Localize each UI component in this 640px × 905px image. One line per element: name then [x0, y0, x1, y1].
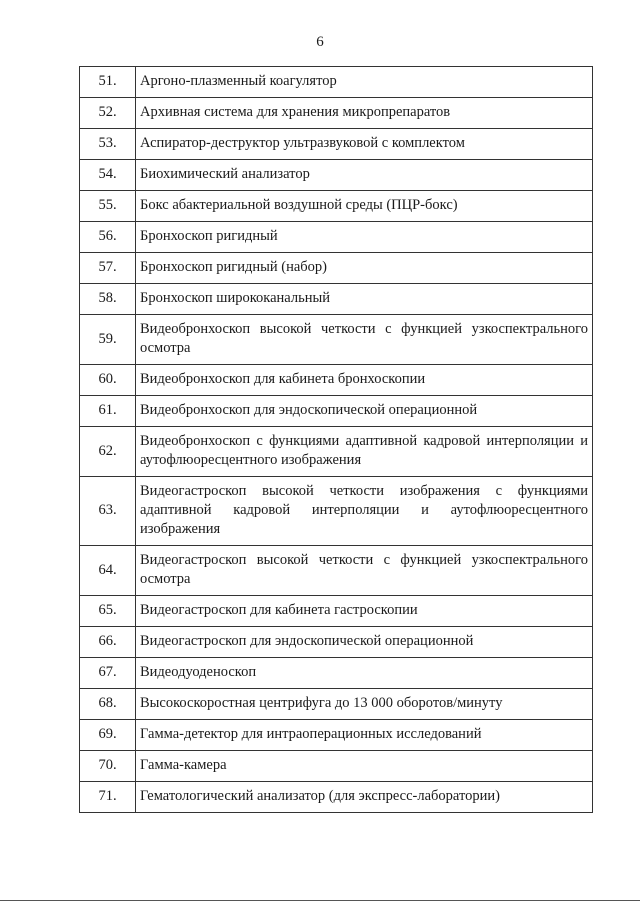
- table-row: [80, 284, 593, 315]
- table-row: [80, 751, 593, 782]
- equipment-name: Биохимический анализатор: [136, 160, 593, 191]
- row-number: 54.: [80, 160, 136, 191]
- equipment-name: Видеогастроскоп для кабинета гастроскопии: [136, 596, 593, 627]
- page-bottom-rule: [0, 900, 640, 901]
- equipment-table-body: [80, 67, 593, 813]
- equipment-name: Бронхоскоп ригидный (набор): [136, 253, 593, 284]
- equipment-name: Видеогастроскоп высокой четкости с функцией узкоспектрального осмотра: [136, 546, 593, 596]
- row-number: 65.: [80, 596, 136, 627]
- row-number: 53.: [80, 129, 136, 160]
- row-number: 62.: [80, 427, 136, 477]
- equipment-name: Архивная система для хранения микропрепаратов: [136, 98, 593, 129]
- equipment-name: Бокс абактериальной воздушной среды (ПЦР-бокс): [136, 191, 593, 222]
- table-row: [80, 160, 593, 191]
- row-number: 71.: [80, 782, 136, 813]
- table-row: [80, 782, 593, 813]
- row-number: 51.: [80, 67, 136, 98]
- row-number: 70.: [80, 751, 136, 782]
- row-number: 55.: [80, 191, 136, 222]
- row-number: 64.: [80, 546, 136, 596]
- equipment-name: Видеобронхоскоп с функциями адаптивной кадровой интерполяции и аутофлюоресцентного изображения: [136, 427, 593, 477]
- row-number: 68.: [80, 689, 136, 720]
- table-row: [80, 658, 593, 689]
- equipment-name: Видеобронхоскоп для эндоскопической операционной: [136, 396, 593, 427]
- row-number: 59.: [80, 315, 136, 365]
- table-row: [80, 596, 593, 627]
- equipment-name: Аспиратор-деструктор ультразвуковой с комплектом: [136, 129, 593, 160]
- equipment-name: Высокоскоростная центрифуга до 13 000 оборотов/минуту: [136, 689, 593, 720]
- table-row: [80, 477, 593, 546]
- table-row: [80, 689, 593, 720]
- table-row: [80, 546, 593, 596]
- row-number: 61.: [80, 396, 136, 427]
- table-row: [80, 129, 593, 160]
- equipment-name: Бронхоскоп ригидный: [136, 222, 593, 253]
- table-row: [80, 191, 593, 222]
- page-number: 6: [316, 34, 324, 50]
- equipment-name: Аргоно-плазменный коагулятор: [136, 67, 593, 98]
- row-number: 69.: [80, 720, 136, 751]
- row-number: 52.: [80, 98, 136, 129]
- table-row: [80, 222, 593, 253]
- table-row: [80, 627, 593, 658]
- row-number: 56.: [80, 222, 136, 253]
- table-row: [80, 98, 593, 129]
- table-row: [80, 365, 593, 396]
- equipment-name: Гематологический анализатор (для экспресс-лаборатории): [136, 782, 593, 813]
- equipment-name: Видеогастроскоп для эндоскопической операционной: [136, 627, 593, 658]
- equipment-name: Видеобронхоскоп для кабинета бронхоскопии: [136, 365, 593, 396]
- equipment-table: [79, 66, 593, 813]
- row-number: 60.: [80, 365, 136, 396]
- table-row: [80, 315, 593, 365]
- row-number: 66.: [80, 627, 136, 658]
- equipment-name: Гамма-детектор для интраоперационных исследований: [136, 720, 593, 751]
- equipment-name: Бронхоскоп ширококанальный: [136, 284, 593, 315]
- equipment-name: Видеодуоденоскоп: [136, 658, 593, 689]
- table-row: [80, 67, 593, 98]
- row-number: 63.: [80, 477, 136, 546]
- row-number: 58.: [80, 284, 136, 315]
- equipment-name: Гамма-камера: [136, 751, 593, 782]
- table-row: [80, 396, 593, 427]
- table-row: [80, 253, 593, 284]
- equipment-name: Видеобронхоскоп высокой четкости с функцией узкоспектрального осмотра: [136, 315, 593, 365]
- row-number: 67.: [80, 658, 136, 689]
- row-number: 57.: [80, 253, 136, 284]
- equipment-name: Видеогастроскоп высокой четкости изображения с функциями адаптивной кадровой интерполяции и аутофлюоресцентного изображения: [136, 477, 593, 546]
- table-row: [80, 427, 593, 477]
- table-row: [80, 720, 593, 751]
